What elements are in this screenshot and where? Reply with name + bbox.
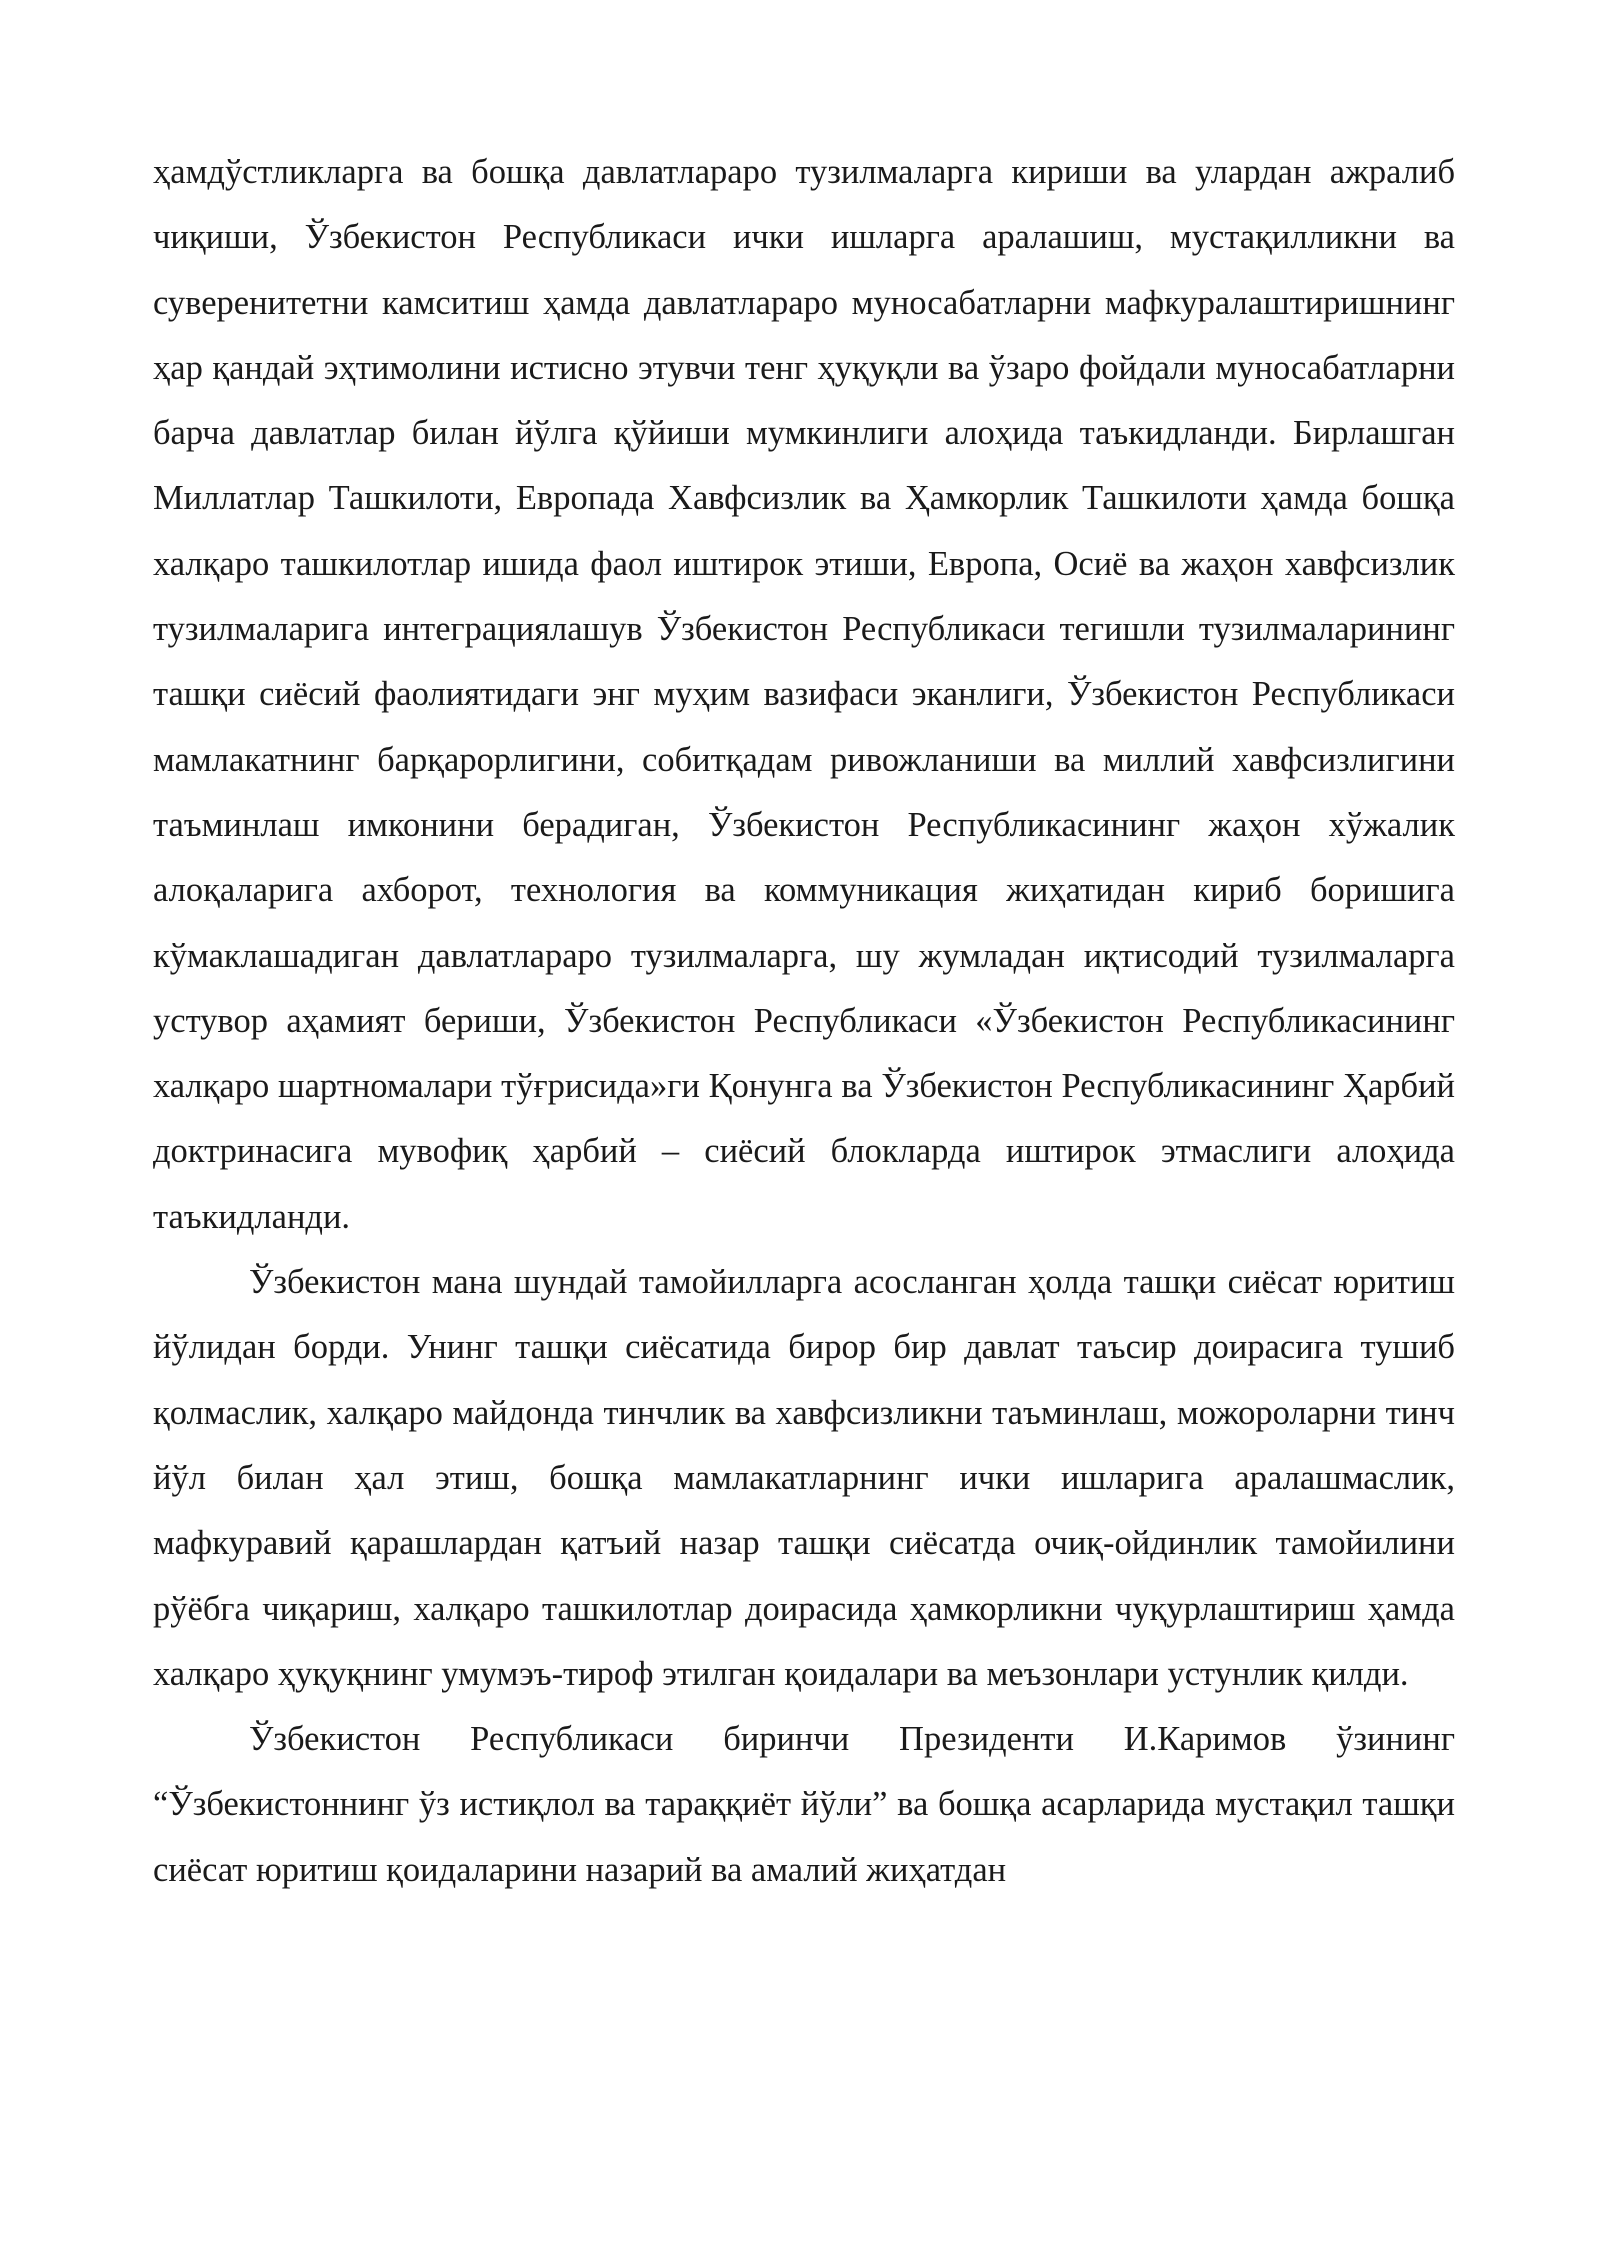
paragraph-2: Ўзбекистон мана шундай тамойилларга асосланган ҳолда ташқи сиёсат юритиш йўлидан борди. Унинг ташқи сиёсатида бирор бир давлат таъсир доирасига тушиб қолмаслик, халқаро майдонда тинчлик ва хавфсизликни таъминлаш, можороларни тинч йўл билан ҳал этиш, бошқа мамлакатларнинг ички ишларига аралашмаслик, мафкуравий қарашлардан қатъий назар ташқи сиёсатда очиқ-ойдинлик тамойилини рўёбга чиқариш, халқаро ташкилотлар доирасида ҳамкорликни чуқурлаштириш ҳамда халқаро ҳуқуқнинг умумэъ-тироф этилган қоидалари ва меъзонлари устунлик қилди. [153,1263,1455,1693]
paragraph-3: Ўзбекистон Республикаси биринчи Президенти И.Каримов ўзининг “Ўзбекистоннинг ўз истиқлол ва тараққиёт йўли” ва бошқа асарларида мустақил ташқи сиёсат юритиш қоидаларини назарий ва амалий жиҳатдан [153,1720,1455,1889]
paragraph-1: ҳамдўстликларга ва бошқа давлатлараро тузилмаларга кириши ва улардан ажралиб чиқиши, Ўзбекистон Республикаси ички ишларга аралашиш, мустақилликни ва суверенитетни камситиш ҳамда давлатлараро муносабатларни мафкуралаштиришнинг ҳар қандай эҳтимолини истисно этувчи тенг ҳуқуқли ва ўзаро фойдали муносабатларни барча давлатлар билан йўлга қўйиши мумкинлиги алоҳида таъкидланди. Бирлашган Миллатлар Ташкилоти, Европада Хавфсизлик ва Ҳамкорлик Ташкилоти ҳамда бошқа халқаро ташкилотлар ишида фаол иштирок этиши, Европа, Осиё ва жаҳон хавфсизлик тузилмаларига интеграциялашув Ўзбекистон Республикаси тегишли тузилмаларининг ташқи сиёсий фаолиятидаги энг муҳим вазифаси эканлиги, Ўзбекистон Республикаси мамлакатнинг барқарорлигини, собитқадам ривожланиши ва миллий хавфсизлигини таъминлаш имконини берадиган, Ўзбекистон Республикасининг жаҳон хўжалик алоқаларига ахборот, технология ва коммуникация жиҳатидан кириб боришига кўмаклашадиган давлатлараро тузилмаларга, шу жумладан иқтисодий тузилмаларга устувор аҳамият бериши, Ўзбекистон Республикаси «Ўзбекистон Республикасининг халқаро шартномалари тўғрисида»ги Қонунга ва Ўзбекистон Республикасининг Ҳарбий доктринасига мувофиқ ҳарбий – сиёсий блокларда иштирок этмаслиги алоҳида таъкидланди. [153,153,1455,1236]
document-page [153,140,1455,1903]
